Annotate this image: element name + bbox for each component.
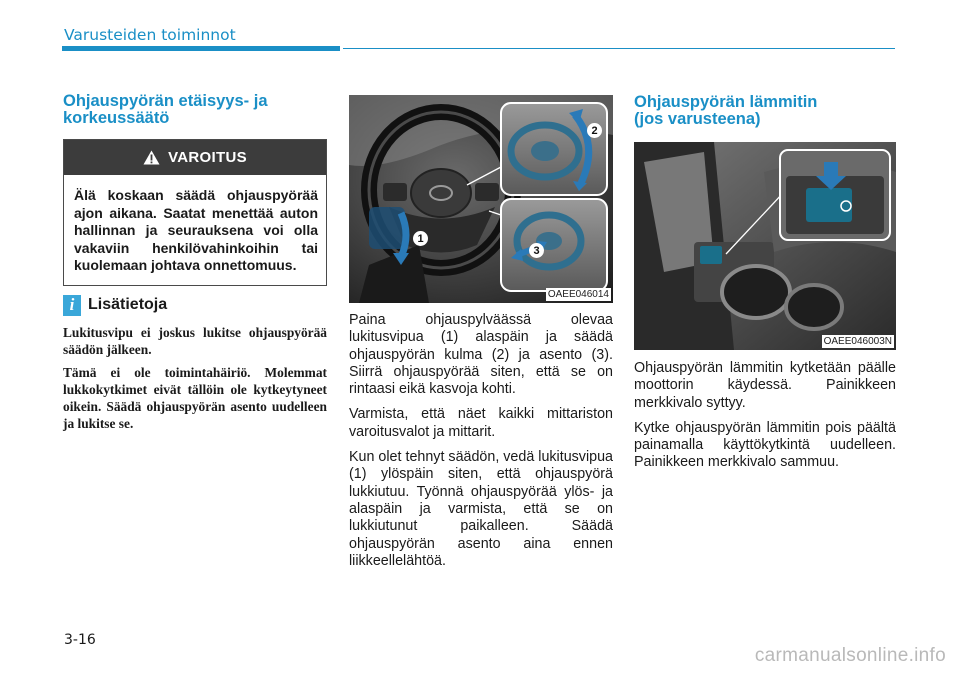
body-paragraph: Varmista, että näet kaikki mittariston varoitusvalot ja mittarit. [349, 406, 613, 440]
middle-column [349, 95, 613, 570]
info-title: Lisätietoja [88, 296, 168, 314]
warning-label: VAROITUS [168, 149, 247, 166]
steering-adjust-heading: Ohjauspyörän etäisyys- ja korkeussäätö [63, 92, 268, 127]
body-paragraph: Paina ohjauspylväässä olevaa lukitusvipua (1) alaspäin ja säädä ohjauspyörän kulma (2) ja asento (3). Siirrä ohjauspyörää siten, että se on rintaasi eikä kasvoja kohti. [349, 312, 613, 398]
header-rule-thick [62, 46, 340, 51]
info-header [63, 295, 327, 316]
watermark: carmanualsonline.info [754, 645, 946, 666]
info-paragraph: Lukitusvipu ei joskus lukitse ohjauspyörää säädön jälkeen. [63, 324, 327, 357]
info-paragraph: Tämä ei ole toimintahäiriö. Molemmat lukkokytkimet eivät tällöin ole kytkeytyneet oikein. Säädä ohjauspyörän asento uudelleen ja lukitse se. [63, 364, 327, 431]
heater-heading [634, 94, 896, 128]
console-heater-photo [634, 142, 896, 350]
page-number: 3-16 [64, 632, 96, 648]
warning-triangle-icon [143, 150, 160, 165]
callout-2: 2 [587, 123, 602, 138]
warning-text: Älä koskaan säädä ohjauspyörää ajon aikana. Saatat menettää auton hallinnan ja seurauksena voi olla vakaviin henkilövahinkoihin tai kuolemaan johtava onnettomuus. [74, 187, 318, 274]
info-icon: i [63, 295, 81, 316]
callout-1: 1 [413, 231, 428, 246]
left-column [63, 93, 327, 432]
image-caption: OAEE046003N [823, 336, 892, 347]
image-caption: OAEE046014 [547, 289, 609, 300]
section-title: Varusteiden toiminnot [64, 26, 236, 44]
heater-heading-line1: Ohjauspyörän lämmitin [634, 93, 818, 111]
body-paragraph: Kun olet tehnyt säädön, vedä lukitusvipua (1) ylöspäin siten, että ohjauspyörä lukkiutuu. Työnnä ohjauspyörää ylös- ja alaspäin ja varmista, että se on lukkiutunut paikalleen. Säädä ohjauspyörän asento aina ennen liikkeellelähtöä. [349, 449, 613, 569]
steering-wheel-illustration [349, 95, 613, 303]
warning-box [63, 139, 327, 286]
heater-heading-line2: (jos varusteena) [634, 110, 761, 128]
warning-header [64, 140, 326, 175]
body-paragraph: Kytke ohjauspyörän lämmitin pois päältä painamalla käyttökytkintä uudelleen. Painikkeen merkkivalo sammuu. [634, 419, 896, 471]
callout-3: 3 [529, 243, 544, 258]
header-rule-thin [343, 48, 895, 49]
right-column [634, 94, 896, 472]
body-paragraph: Ohjauspyörän lämmitin kytketään päälle moottorin käydessä. Painikkeen merkkivalo syttyy. [634, 360, 896, 411]
